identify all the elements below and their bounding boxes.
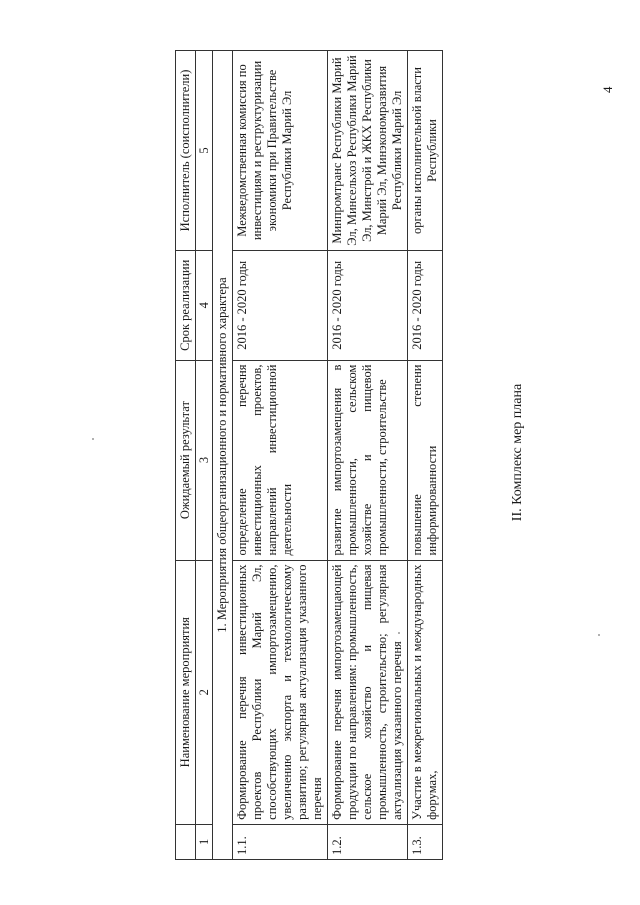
subsection-row xyxy=(213,51,233,860)
table-header-row xyxy=(176,51,196,860)
column-index: 4 xyxy=(196,251,213,361)
scan-speck xyxy=(92,438,94,440)
header-name: Наименование мероприятия xyxy=(176,560,196,824)
subsection-title: 1. Мероприятия общеорганизационного и нормативного характера xyxy=(213,51,233,860)
page-number: 4 xyxy=(600,86,615,93)
row-result: развитие импортозамещения в промышленности, сельском хозяйстве и пищевой промышленности, строительстве xyxy=(328,360,408,560)
row-executor: органы исполнительной власти Республики xyxy=(408,51,443,251)
table-row xyxy=(408,51,443,860)
column-index-row xyxy=(196,51,213,860)
plan-table xyxy=(175,50,443,860)
scan-speck xyxy=(398,632,400,634)
table-row xyxy=(233,51,328,860)
header-term: Срок реализации xyxy=(176,251,196,361)
row-executor: Межведомственная комиссия по инвестициям и реструктуризации экономики при Правительстве Республики Марий Эл xyxy=(233,51,328,251)
row-num: 1.3. xyxy=(408,824,443,859)
row-num: 1.2. xyxy=(328,824,408,859)
header-num xyxy=(176,824,196,859)
table-row xyxy=(328,51,408,860)
row-result: определение перечня инвестиционных проектов, направлений инвестиционной деятельности xyxy=(233,360,328,560)
header-result: Ожидаемый результат xyxy=(176,360,196,560)
row-name: Формирование перечня импортозамещающей продукции по направлениям: промышленность, сельское хозяйство и пищевая промышленность, строительство; регулярная актуализация указанного перечня xyxy=(328,560,408,824)
column-index: 2 xyxy=(196,560,213,824)
row-term: 2016 - 2020 годы xyxy=(328,251,408,361)
row-result: повышение степени информированности xyxy=(408,360,443,560)
row-executor: Минпромтранс Республики Марий Эл, Минсельхоз Республики Марий Эл, Минстрой и ЖКХ Республики Марий Эл, Минэкономразвития Республики Марий Эл xyxy=(328,51,408,251)
row-num: 1.1. xyxy=(233,824,328,859)
column-index: 5 xyxy=(196,51,213,251)
header-executor: Исполнитель (соисполнители) xyxy=(176,51,196,251)
row-term: 2016 - 2020 годы xyxy=(233,251,328,361)
row-term: 2016 - 2020 годы xyxy=(408,251,443,361)
column-index: 1 xyxy=(196,824,213,859)
row-name: Формирование перечня инвестиционных проектов Республики Марий Эл, способствующих импортозамещению, увеличению экспорта и технологическому развитию; регулярная актуализация указанного перечня xyxy=(233,560,328,824)
column-index: 3 xyxy=(196,360,213,560)
scan-speck xyxy=(598,634,600,636)
section-title: II. Комплекс мер плана xyxy=(510,383,525,522)
row-name: Участие в межрегиональных и международных форумах, xyxy=(408,560,443,824)
